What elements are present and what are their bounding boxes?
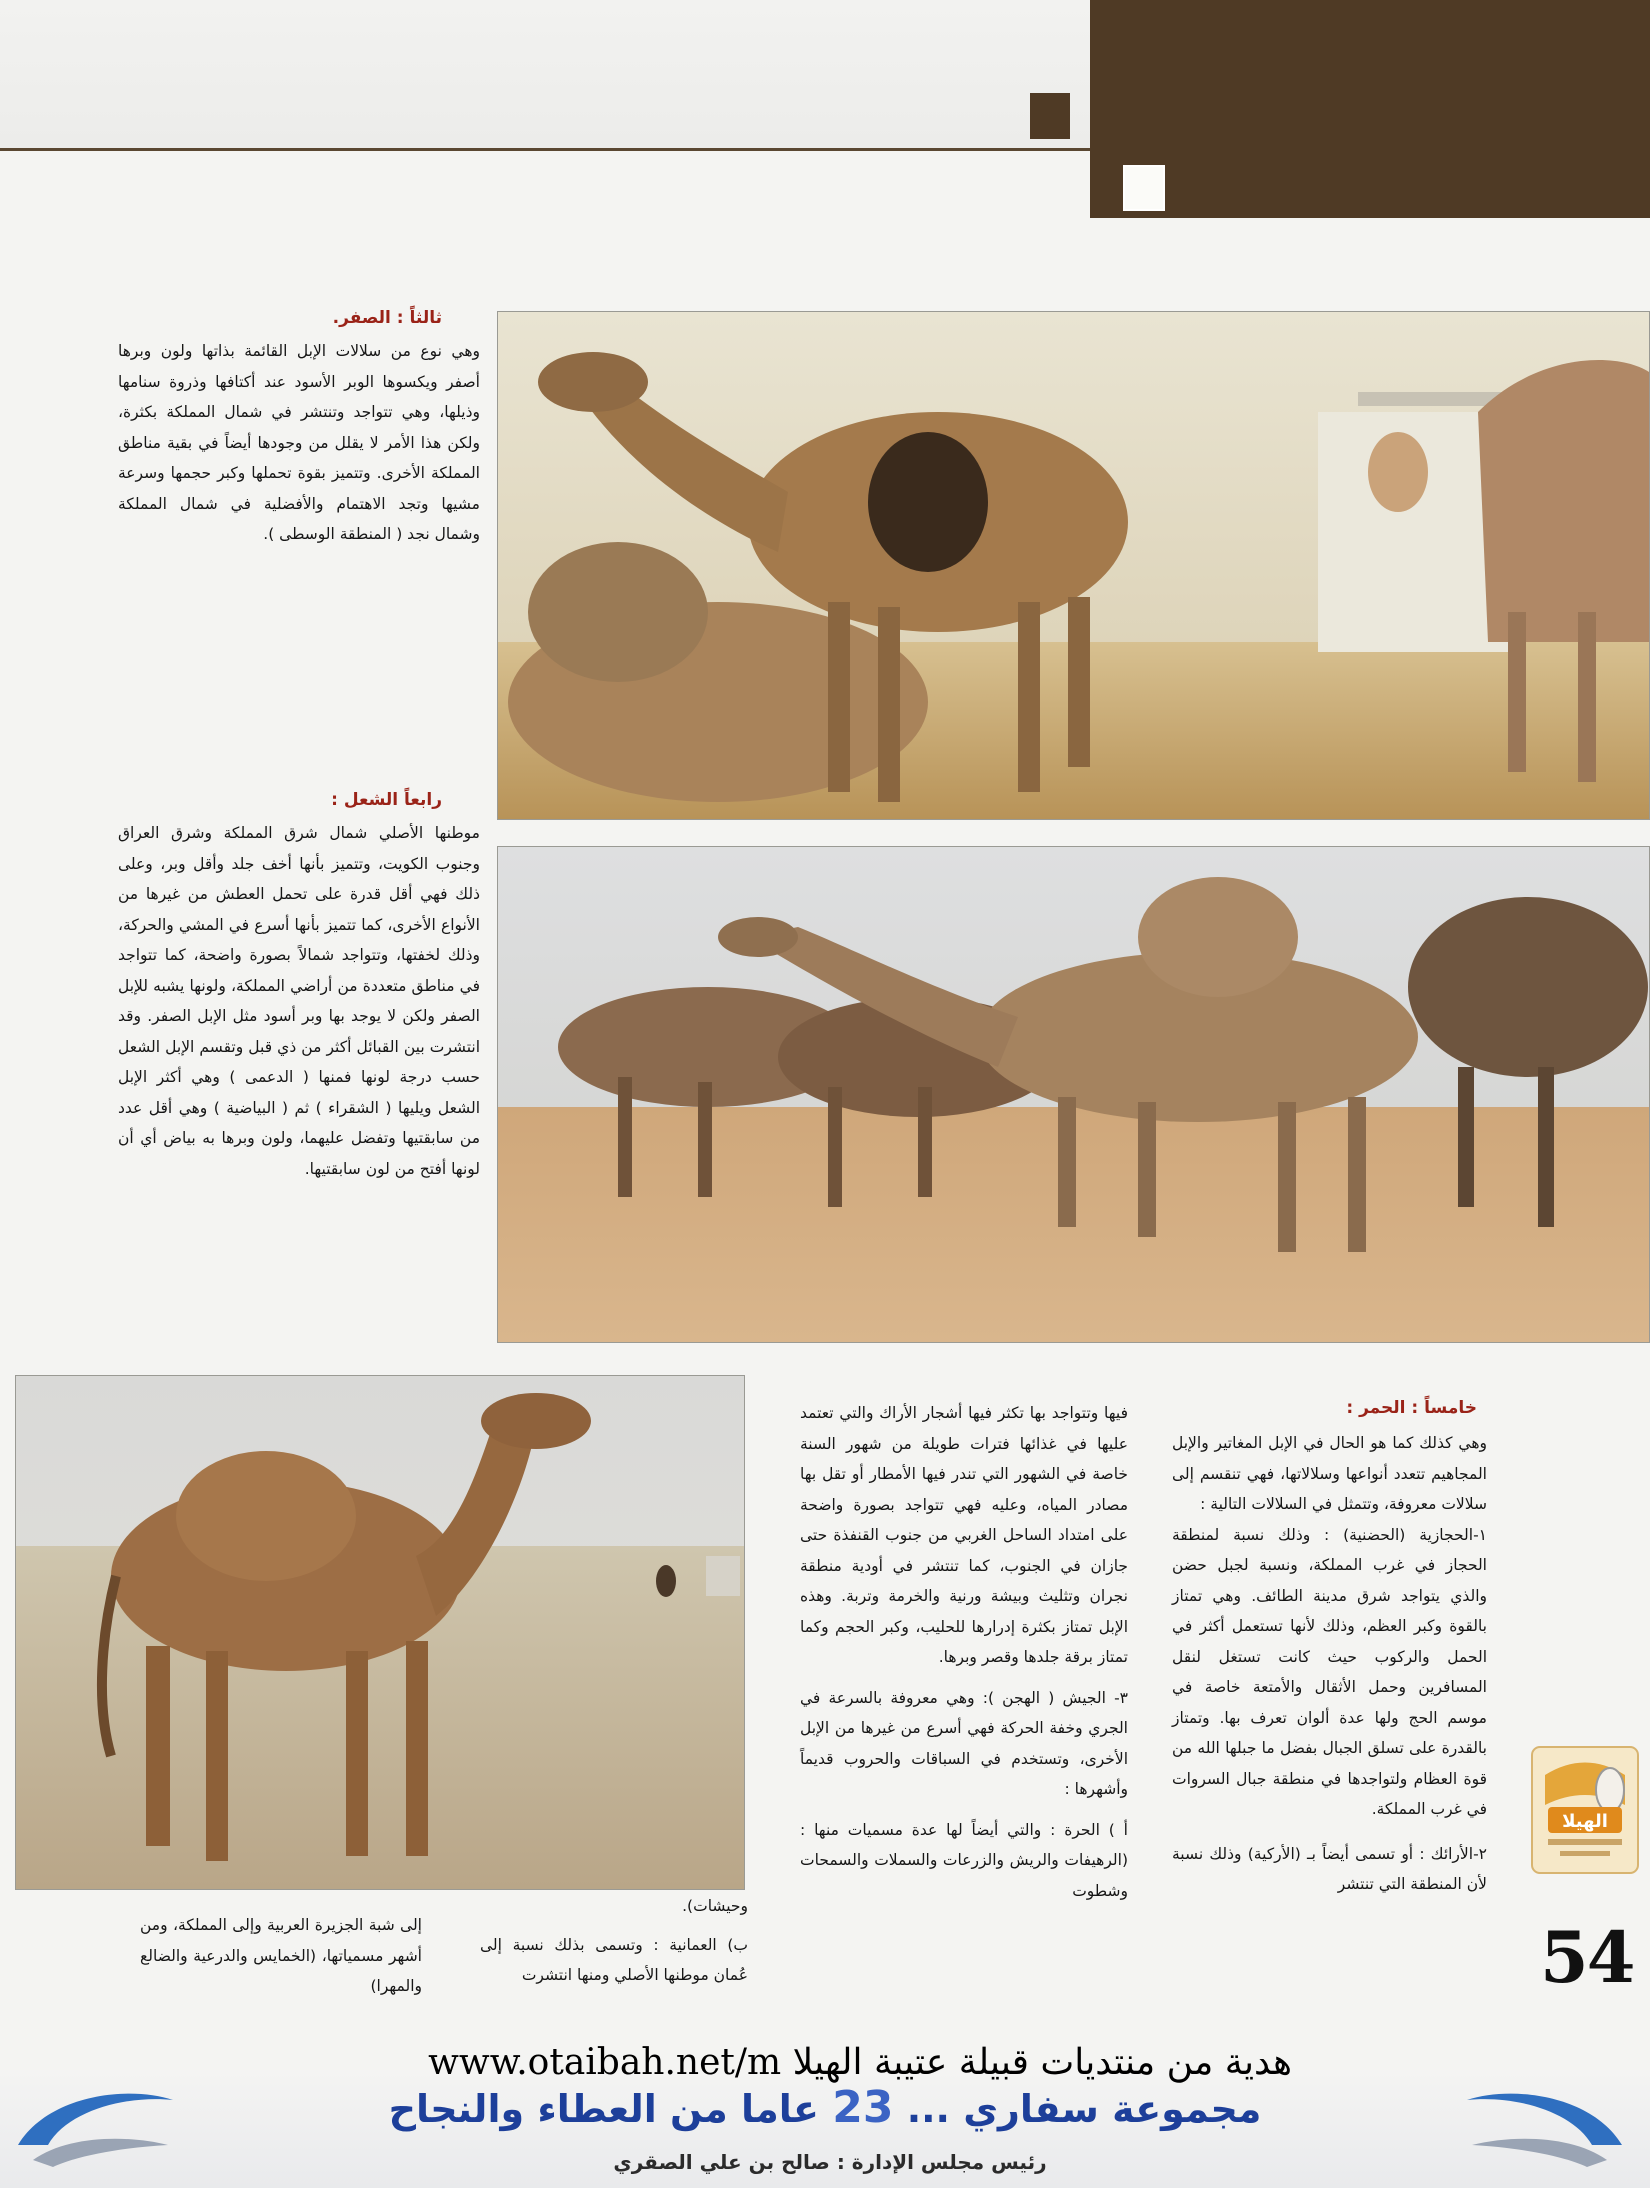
magazine-logo [1530, 1745, 1640, 1875]
swoosh-right-icon [1462, 2075, 1632, 2175]
paragraph: ٢-الأرائك : أو تسمى أيضاً بـ (الأركية) وذلك نسبة لأن المنطقة التي تنتشر [1172, 1844, 1487, 1893]
paragraph: وهي نوع من سلالات الإبل القائمة بذاتها ولون وبرها أصفر ويكسوها الوبر الأسود عند أكتافها وذروة سنامها وذيلها، وهي تتواجد وتنتشر في شمال المملكة بكثرة، ولكن هذا الأمر لا يقلل من وجودها أيضاً في بقية مناطق المملكة الأخرى. وتتميز بقوة تحملها وكبر حجمها وسرعة مشيها وتجد الاهتمام والأفضلية في شمال المملكة وشمال نجد ( المنطقة الوسطى ). [118, 342, 480, 543]
section-body [118, 336, 480, 550]
section-yellow [118, 308, 480, 550]
header-square-dark [1030, 93, 1070, 139]
section-heading: رابعاً الشعل : [331, 790, 442, 810]
photo-shual-camels [497, 846, 1650, 1343]
section-body [800, 1398, 1128, 1906]
header-rule [0, 148, 1090, 151]
chairman-line: رئيس مجلس الإدارة : صالح بن علي الصقري [613, 2150, 1047, 2174]
section-red [1172, 1398, 1487, 1900]
section-left [480, 1891, 748, 1991]
section-body [118, 818, 480, 1184]
section-body [480, 1891, 748, 1991]
slogan-after: عاما من العطاء والنجاح [388, 2087, 819, 2131]
paragraph: أ ) الحرة : والتي أيضاً لها عدة مسميات منها : (الرهيفات والريش والزرعات والسملات والسمحات وشطوت [800, 1820, 1128, 1900]
section-shual [118, 790, 480, 1184]
slogan-number: 23 [832, 2082, 894, 2133]
photo-yellow-camels [497, 311, 1650, 820]
logo-name: الهيلا [1562, 1811, 1608, 1832]
section-body [1172, 1428, 1487, 1900]
header-brown-block [1090, 0, 1650, 218]
paragraph: إلى شبة الجزيرة العربية وإلى المملكة، ومن أشهر مسمياتها، (الخمايس والدرعية والضالع والمهرا) [140, 1916, 422, 1995]
page-number: 54 [1540, 1916, 1634, 1999]
paragraph: ١-الحجازية (الحضنية) : وذلك نسبة لمنطقة الحجاز في غرب المملكة، ونسبة لجبل حضن والذي يتواجد شرق مدينة الطائف. وهي تمتاز بالقوة وكبر العظم، وذلك لأنها تستعمل أكثر في الحمل والركوب حيث كانت تستغل لنقل المسافرين وحمل الأثقال والأمتعة خاصة في موسم الحج ولها عدة ألوان تعرف بها. وتمتاز بالقدرة على تسلق الجبال بفضل ما جبلها الله من قوة العظام ولتواجدها في منطقة جبال السروات في غرب المملكة. [1172, 1525, 1487, 1818]
section-middle [800, 1398, 1128, 1906]
paragraph: فيها وتتواجد بها تكثر فيها أشجار الأراك والتي تعتمد عليها في غذائها فترات طويلة من شهور السنة خاصة في الشهور التي تندر فيها الأمطار أو تقل بها مصادر المياه، وعليه فهي تتواجد بصورة واضحة على امتداد الساحل الغربي من جنوب القنفذة حتى جازان في الجنوب، كما تنتشر في أودية منطقة نجران وتثليث وبيشة ورنية والخرمة وتربة. وهذه الإبل تمتاز بكثرة إدرارها للحليب، وكبر الحجم وكما تمتاز برقة جلدها وقصر وبرها. [800, 1404, 1128, 1666]
section-heading: ثالثاً : الصفر. [332, 308, 442, 328]
paragraph: ٣- الجيش ( الهجن ): وهي معروفة بالسرعة في الجري وخفة الحركة فهي أسرع من غيرها من الإبل الأخرى، وتستخدم في السباقات والحروب قديماً وأشهرها : [800, 1688, 1128, 1798]
paragraph: ب) العمانية : وتسمى بذلك نسبة إلى عُمان موطنها الأصلي ومنها انتشرت [480, 1935, 748, 1984]
section-far-left [140, 1910, 422, 2002]
paragraph: وهي كذلك كما هو الحال في الإبل المغاتير والإبل المجاهيم تتعدد أنواعها وسلالاتها، فهي تنقسم إلى سلالات معروفة، وتتمثل في السلالات التالية : [1172, 1434, 1487, 1513]
paragraph: موطنها الأصلي شمال شرق المملكة وشرق العراق وجنوب الكويت، وتتميز بأنها أخف جلد وأقل وبر، وعلى ذلك فهي أقل قدرة على تحمل العطش من غيرها من الأنواع الأخرى، كما تتميز بأنها أسرع في المشي والحركة، وذلك لخفتها، وتتواجد شمالاً بصورة واضحة، كما تتواجد في مناطق متعددة من أراضي المملكة، ولونها يشبه للإبل الصفر ولكن لا يوجد بها وبر أسود مثل الإبل الصفر. وقد انتشرت بين القبائل أكثر من ذي قبل وتقسم الإبل الشعل حسب درجة لونها فمنها ( الدعمى ) وهي أكثر الإبل الشعل ويليها ( الشقراء ) ثم ( البياضية ) وهي أقل عدد من سابقتيها وتفضل عليهما، ولون وبرها به بياض أي أن لونها أفتح من لون سابقتيها. [118, 824, 480, 1178]
paragraph: وحيشات). [682, 1897, 748, 1915]
section-heading: خامساً : الحمر : [1346, 1398, 1477, 1418]
photo-red-camel [15, 1375, 745, 1890]
swoosh-left-icon [8, 2075, 178, 2175]
watermark-text: www.otaibah.net/m هدية من منتديات قبيلة عتيبة الهيلا [428, 2042, 1292, 2083]
section-body [140, 1910, 422, 2002]
footer-slogan [270, 2082, 1380, 2133]
slogan-before: مجموعة سفاري ... [906, 2087, 1262, 2131]
header-square-light [1123, 165, 1165, 211]
